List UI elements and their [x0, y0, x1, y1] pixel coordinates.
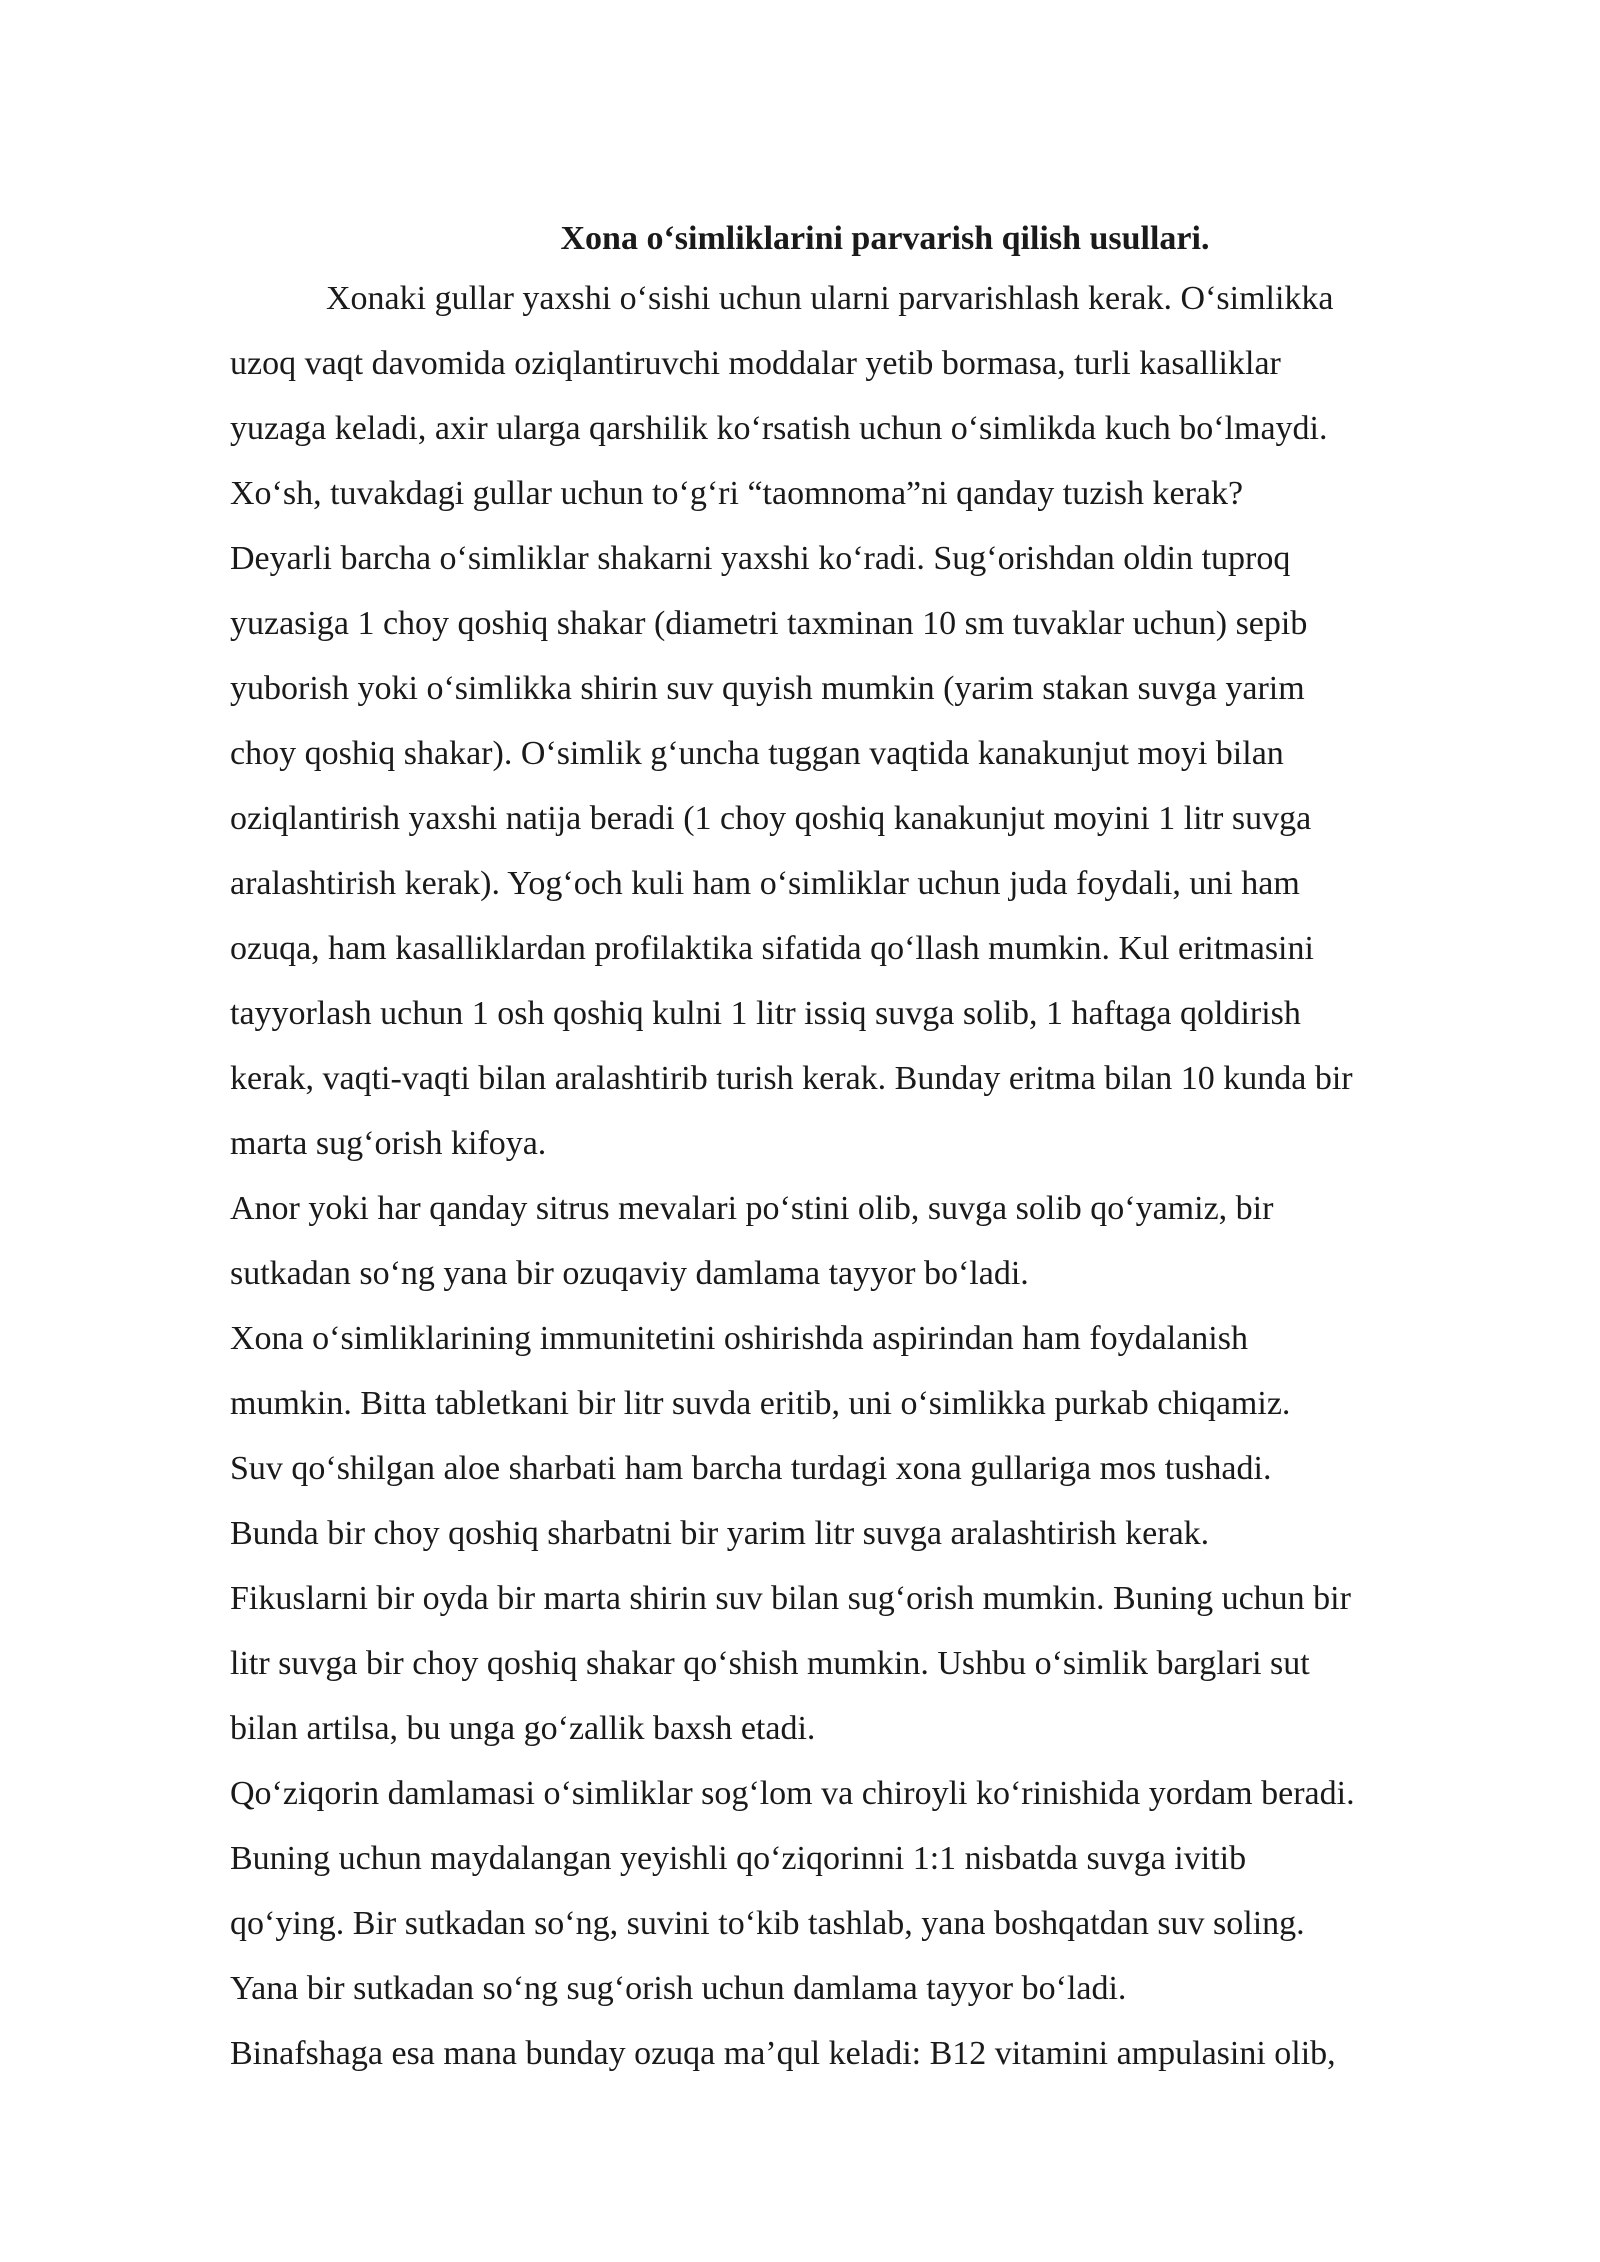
text-line: tayyorlash uchun 1 osh qoshiq kulni 1 litr issiq suvga solib, 1 haftaga qoldirish [230, 995, 1301, 1032]
text-line: Deyarli barcha o‘simliklar shakarni yaxshi ko‘radi. Sug‘orishdan oldin tuproq [230, 540, 1291, 577]
text-line: Suv qo‘shilgan aloe sharbati ham barcha turdagi xona gullariga mos tushadi. [230, 1450, 1272, 1487]
text-line: uzoq vaqt davomida oziqlantiruvchi moddalar yetib bormasa, turli kasalliklar [230, 345, 1281, 382]
text-line: sutkadan so‘ng yana bir ozuqaviy damlama tayyor bo‘ladi. [230, 1255, 1029, 1292]
paragraph [230, 1566, 1510, 1761]
text-line: bilan artilsa, bu unga go‘zallik baxsh etadi. [230, 1710, 816, 1747]
paragraph [230, 1761, 1510, 2021]
text-line: Qo‘ziqorin damlamasi o‘simliklar sog‘lom va chiroyli ko‘rinishida yordam beradi. [230, 1775, 1355, 1812]
text-line: qo‘ying. Bir sutkadan so‘ng, suvini to‘kib tashlab, yana boshqatdan suv soling. [230, 1905, 1305, 1942]
text-line: marta sug‘orish kifoya. [230, 1125, 547, 1162]
text-line: yuzasiga 1 choy qoshiq shakar (diametri taxminan 10 sm tuvaklar uchun) sepib [230, 605, 1308, 642]
text-line: yuzaga keladi, axir ularga qarshilik ko‘rsatish uchun o‘simlikda kuch bo‘lmaydi. [230, 410, 1328, 447]
paragraph [230, 1176, 1510, 1306]
document-body [230, 212, 1510, 2086]
text-line: Yana bir sutkadan so‘ng sug‘orish uchun damlama tayyor bo‘ladi. [230, 1970, 1127, 2007]
text-line: choy qoshiq shakar). O‘simlik g‘uncha tuggan vaqtida kanakunjut moyi bilan [230, 735, 1284, 772]
text-line: Buning uchun maydalangan yeyishli qo‘ziqorinni 1:1 nisbatda suvga ivitib [230, 1840, 1247, 1877]
text-line: yuborish yoki o‘simlikka shirin suv quyish mumkin (yarim stakan suvga yarim [230, 670, 1305, 707]
text-line: ozuqa, ham kasalliklardan profilaktika sifatida qo‘llash mumkin. Kul eritmasini [230, 930, 1314, 967]
text-line: litr suvga bir choy qoshiq shakar qo‘shish mumkin. Ushbu o‘simlik barglari sut [230, 1645, 1310, 1682]
text-line: Anor yoki har qanday sitrus mevalari po‘stini olib, suvga solib qo‘yamiz, bir [230, 1190, 1274, 1227]
text-line: aralashtirish kerak). Yog‘och kuli ham o‘simliklar uchun juda foydali, uni ham [230, 865, 1300, 902]
text-line: Bunda bir choy qoshiq sharbatni bir yarim litr suvga aralashtirish kerak. [230, 1515, 1210, 1552]
paragraph [230, 1436, 1510, 1566]
paragraph-list [230, 266, 1510, 2086]
text-line: Xo‘sh, tuvakdagi gullar uchun to‘g‘ri “taomnoma”ni qanday tuzish kerak? [230, 475, 1244, 512]
paragraph [230, 2021, 1510, 2086]
text-line: Binafshaga esa mana bunday ozuqa ma’qul keladi: B12 vitamini ampulasini olib, [230, 2035, 1336, 2072]
text-line: mumkin. Bitta tabletkani bir litr suvda eritib, uni o‘simlikka purkab chiqamiz. [230, 1385, 1291, 1422]
paragraph [230, 1306, 1510, 1436]
text-line: Xonaki gullar yaxshi o‘sishi uchun ularni parvarishlash kerak. O‘simlikka [326, 280, 1334, 317]
text-line: Xona o‘simliklarining immunitetini oshirishda aspirindan ham foydalanish [230, 1320, 1248, 1357]
document-title: Xona o‘simliklarini parvarish qilish usullari. [560, 220, 1210, 257]
text-line: kerak, vaqti-vaqti bilan aralashtirib turish kerak. Bunday eritma bilan 10 kunda bir [230, 1060, 1353, 1097]
paragraph [230, 266, 1510, 1176]
text-line: Fikuslarni bir oyda bir marta shirin suv bilan sug‘orish mumkin. Buning uchun bir [230, 1580, 1351, 1617]
text-line: oziqlantirish yaxshi natija beradi (1 choy qoshiq kanakunjut moyini 1 litr suvga [230, 800, 1312, 837]
